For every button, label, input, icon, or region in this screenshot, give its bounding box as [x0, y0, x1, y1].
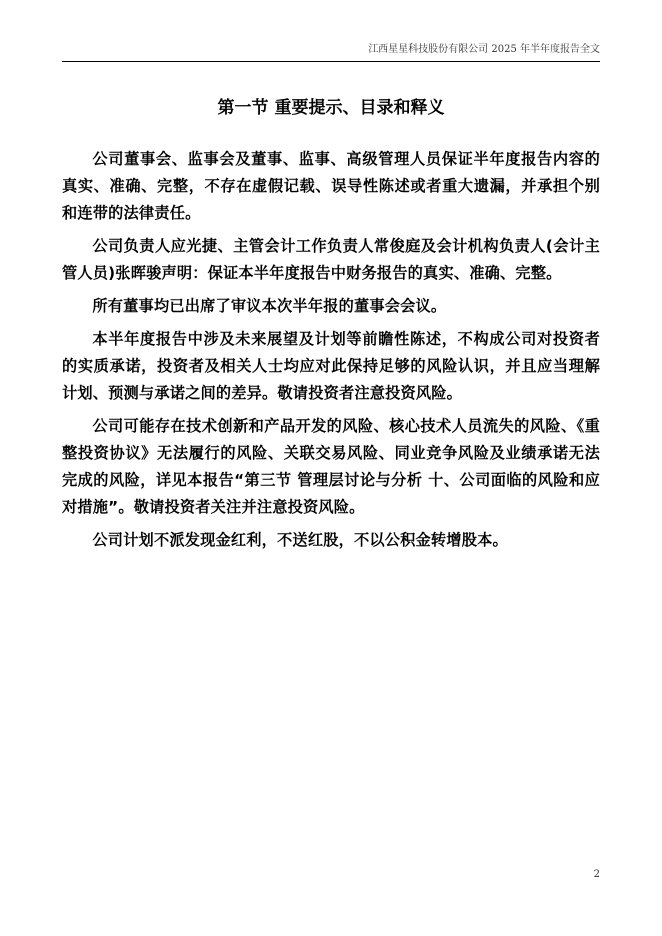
paragraph-financial-declaration: 公司负责人应光捷、主管会计工作负责人常俊庭及会计机构负责人(会计主管人员)张晖骏声明：保证本半年度报告中财务报告的真实、准确、完整。	[62, 237, 600, 282]
paragraph-risk-warning: 公司可能存在技术创新和产品开发的风险、核心技术人员流失的风险、《重整投资协议》无法履行的风险、关联交易风险、同业竞争风险及业绩承诺无法完成的风险，详见本报告“第三节 管理层讨论与分析 十、公司面临的风险和应对措施”。敬请投资者关注并注意投资风险。	[62, 417, 600, 516]
page-number: 2	[593, 869, 600, 880]
section-title: 第一节 重要提示、目录和释义	[217, 98, 445, 118]
header-divider	[62, 61, 600, 62]
paragraph-responsibility-statement: 公司董事会、监事会及董事、监事、高级管理人员保证半年度报告内容的真实、准确、完整，不存在虚假记载、误导性陈述或者重大遗漏，并承担个别和连带的法律责任。	[62, 150, 600, 222]
body-text	[62, 146, 600, 560]
paragraph-dividend-plan: 公司计划不派发现金红利，不送红股，不以公积金转增股本。	[92, 531, 508, 549]
paragraph-forward-looking: 本半年度报告中涉及未来展望及计划等前瞻性陈述，不构成公司对投资者的实质承诺，投资者及相关人士均应对此保持足够的风险认识，并且应当理解计划、预测与承诺之间的差异。敬请投资者注意投资风险。	[62, 330, 600, 402]
paragraph-board-attendance: 所有董事均已出席了审议本次半年报的董事会会议。	[92, 297, 447, 315]
running-header: 江西星星科技股份有限公司 2025 年半年度报告全文	[368, 44, 600, 55]
